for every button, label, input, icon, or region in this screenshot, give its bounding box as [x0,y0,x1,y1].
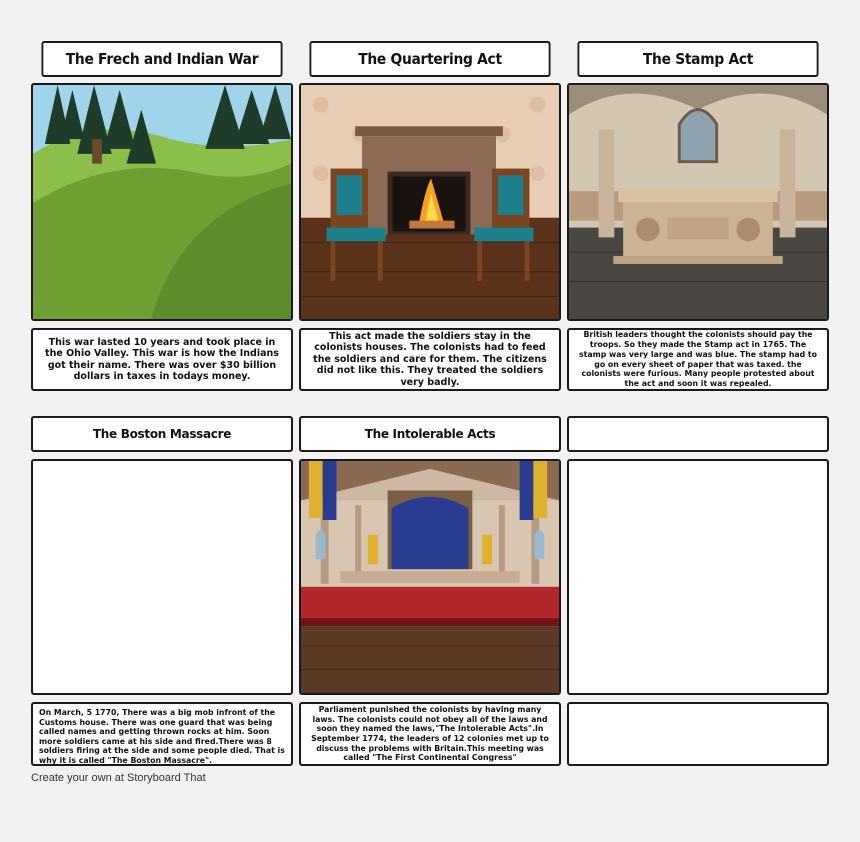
panel-5-title [299,416,561,452]
panel-4-title [31,416,293,452]
panel-2-description [299,328,561,391]
panel-5-title-text: The Intolerable Acts [364,427,496,441]
forest-hills-scene [33,85,291,319]
panel-6-title [567,416,829,452]
panel-6-image [567,459,829,695]
parliament-hall-scene [301,461,559,693]
panel-3-title [577,41,818,77]
panel-2-title-text: The Quartering Act [358,50,502,68]
panel-1-image [31,83,293,321]
panel-2-title [309,41,550,77]
panel-2-description-text: This act made the soldiers stay in the colonists houses. The colonists had to feed the soldiers and care for them. The citizens did not like this. They treated the soldiers very badly. [313,330,547,388]
panel-5-description-text: Parliament punished the colonists by having many laws. The colonists could not obey all of the laws and soon they named the laws,"The Intolerable Acts".In September 1774, the leaders of 12 colonies met up to discuss the problems with Britain.This meeting was called "The First Continental Congress" [311,705,549,763]
panel-3-description [567,328,829,391]
panel-3-description-text: British leaders thought the colonists should pay the troops. So they made the Stamp act in 1765. The stamp was very large and was blue. The stamp had to go on every sheet of paper that was taxed. the colonists were furious. Many people protested about the act and soon it was repealed. [578,330,818,389]
panel-4-image [31,459,293,695]
panel-3-title-text: The Stamp Act [642,50,754,68]
panel-5-image [299,459,561,695]
panel-1-title [41,41,282,77]
panel-3-image [567,83,829,321]
panel-4-description-text: On March, 5 1770, There was a big mob infront of the Customs house. There was one guard that was being called names and getting thrown rocks at him. Soon more soldiers came at his side and fired.There was 8 soldiers firing at the side and some people died. That is why it is called "The Boston Massacre". [39,708,285,765]
footer-link[interactable]: Create your own at Storyboard That [31,772,206,784]
panel-2-image [299,83,561,321]
panel-4-description [31,702,293,766]
altar-hall-scene [569,85,827,319]
panel-4-title-text: The Boston Massacre [92,427,232,441]
panel-1-description [31,328,293,391]
panel-6-description [567,702,829,766]
panel-1-description-text: This war lasted 10 years and took place in the Ohio Valley. This war is how the Indians got their name. There was over $30 billion dollars in taxes in todays money. [45,336,279,382]
fireplace-room-scene [301,85,559,319]
panel-1-title-text: The Frech and Indian War [65,50,259,68]
panel-5-description [299,702,561,766]
